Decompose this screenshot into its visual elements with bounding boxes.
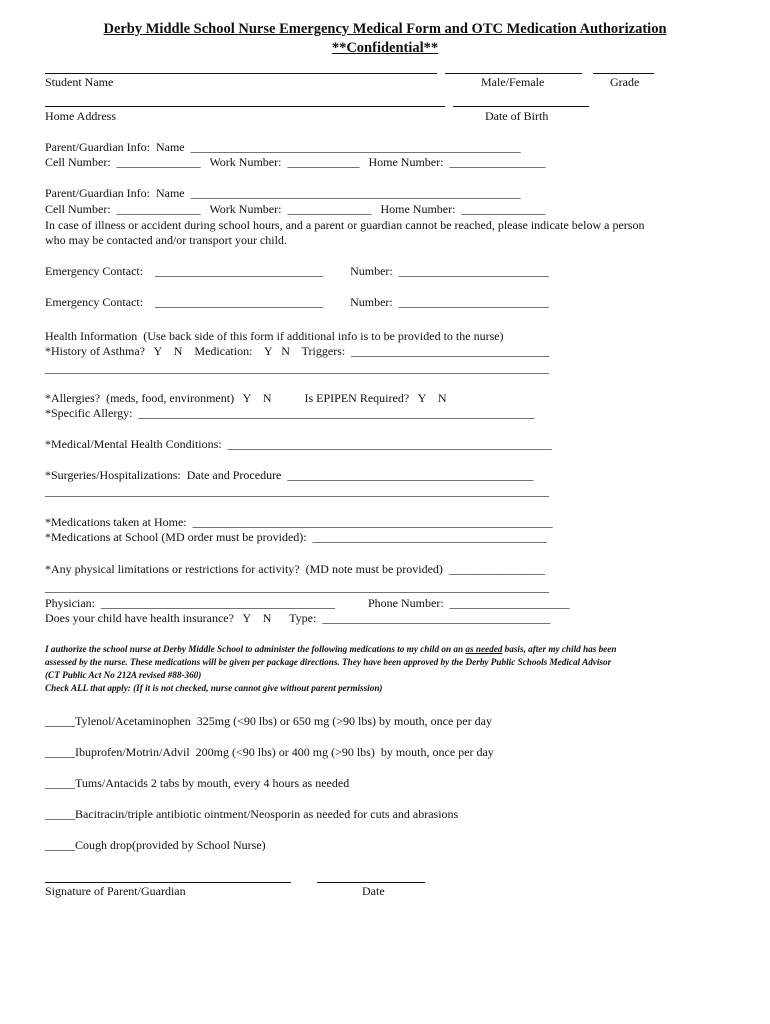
allergies-field[interactable]: *Allergies? (meds, food, environment) Y N Is EPIPEN Required? Y N [45,391,447,405]
date-line[interactable] [317,882,425,883]
asthma-field[interactable]: *History of Asthma? Y N Medication: Y N Triggers: _________________________________ [45,344,550,358]
signature-label: Signature of Parent/Guardian [45,884,186,898]
med-option-tums[interactable]: _____Tums/Antacids 2 tabs by mouth, every 4 hours as needed [45,776,350,790]
authorization-line-1: I authorize the school nurse at Derby Middle School to administer the following medications to my child on an as needed basis, after my child has been [45,644,617,654]
med-option-bacitracin[interactable]: _____Bacitracin/triple antibiotic ointment/Neosporin as needed for cuts and abrasions [45,807,459,821]
grade-label: Grade [610,75,640,89]
med-option-cough-drop[interactable]: _____Cough drop(provided by School Nurse) [45,838,266,852]
student-name-label: Student Name [45,75,114,89]
dob-label: Date of Birth [485,109,549,123]
emergency-note-cont: who may be contacted and/or transport your child. [45,233,287,247]
dob-line[interactable] [453,106,589,107]
asthma-continuation[interactable]: ____________________________________________________________________________________ [45,361,549,375]
limitations-continuation[interactable]: ____________________________________________________________________________________ [45,580,549,594]
med-option-ibuprofen[interactable]: _____Ibuprofen/Motrin/Advil 200mg (<90 lbs) or 400 mg (>90 lbs) by mouth, once per day [45,745,494,759]
guardian2-name-field[interactable]: Parent/Guardian Info: Name _______________________________________________________ [45,186,521,200]
student-name-line[interactable] [45,73,437,74]
emergency-note: In case of illness or accident during school hours, and a parent or guardian cannot be reached, please indicate below a person [45,218,645,232]
guardian1-phone-fields[interactable]: Cell Number: ______________ Work Number: ____________ Home Number: ________________ [45,155,546,169]
surgeries-continuation[interactable]: ____________________________________________________________________________________ [45,484,549,498]
health-info-intro: Health Information (Use back side of this form if additional info is to be provided to the nurse) [45,329,504,343]
page-title: Derby Middle School Nurse Emergency Medical Form and OTC Medication Authorization [103,21,667,37]
meds-school-field[interactable]: *Medications at School (MD order must be provided): _______________________________________ [45,530,547,544]
home-address-label: Home Address [45,109,116,123]
specific-allergy-field[interactable]: *Specific Allergy: __________________________________________________________________ [45,406,535,420]
authorization-line-4: Check ALL that apply: (If it is not checked, nurse cannot give without parent permission) [45,683,383,693]
authorization-line-2: assessed by the nurse. These medications will be given per package directions. They have been approved by the Derby Public Schools Medical Advisor [45,657,612,667]
medical-conditions-field[interactable]: *Medical/Mental Health Conditions: ______________________________________________________ [45,437,552,451]
surgeries-field[interactable]: *Surgeries/Hospitalizations: Date and Procedure _________________________________________ [45,468,534,482]
home-address-line[interactable] [45,106,445,107]
sex-label: Male/Female [481,75,545,89]
grade-line[interactable] [593,73,654,74]
insurance-field[interactable]: Does your child have health insurance? Y N Type: ______________________________________ [45,611,551,625]
physician-field[interactable]: Physician: _______________________________________ Phone Number: ____________________ [45,596,570,610]
authorization-line-3: (CT Public Act No 212A revised #88-360) [45,670,202,680]
date-label: Date [362,884,385,898]
signature-line[interactable] [45,882,291,883]
sex-line[interactable] [445,73,582,74]
guardian1-name-field[interactable]: Parent/Guardian Info: Name _______________________________________________________ [45,140,521,154]
emergency-contact-2[interactable]: Emergency Contact: ____________________________ Number: _________________________ [45,295,549,309]
page-subtitle: **Confidential** [331,40,439,56]
emergency-contact-1[interactable]: Emergency Contact: ____________________________ Number: _________________________ [45,264,549,278]
limitations-field[interactable]: *Any physical limitations or restrictions for activity? (MD note must be provided) ________________ [45,562,545,576]
guardian2-phone-fields[interactable]: Cell Number: ______________ Work Number: ______________ Home Number: ______________ [45,202,546,216]
med-option-tylenol[interactable]: _____Tylenol/Acetaminophen 325mg (<90 lbs) or 650 mg (>90 lbs) by mouth, once per day [45,714,492,728]
meds-home-field[interactable]: *Medications taken at Home: ____________________________________________________________ [45,515,553,529]
